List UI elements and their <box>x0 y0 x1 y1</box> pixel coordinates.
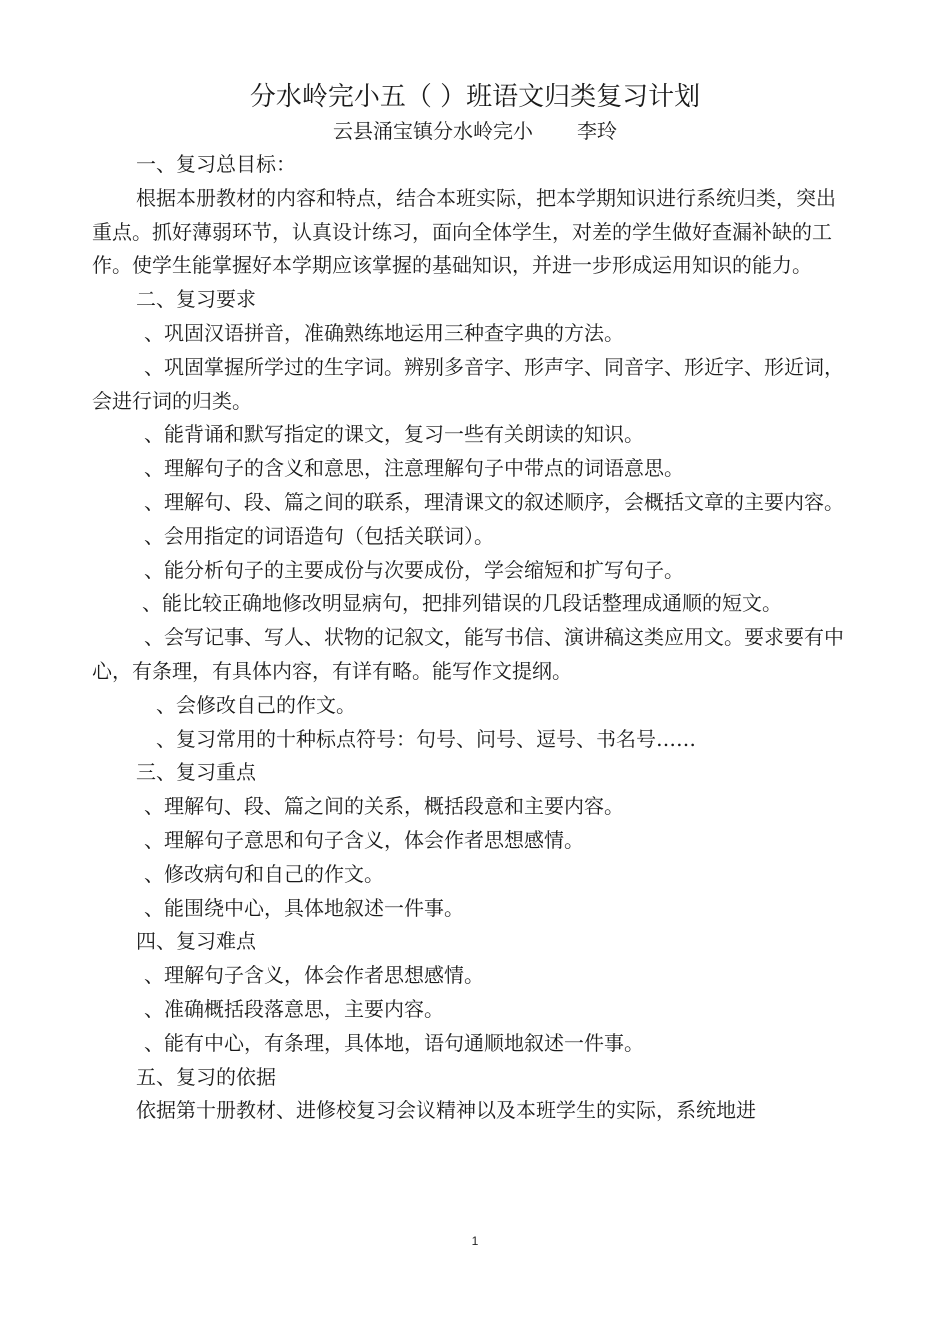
requirement-item: 、巩固汉语拼音，准确熟练地运用三种查字典的方法。 <box>144 320 624 345</box>
difficulty-item: 、准确概括段落意思，主要内容。 <box>144 996 444 1021</box>
difficulty-item: 、理解句子含义，体会作者思想感情。 <box>144 963 484 988</box>
requirement-item: 、理解句子的含义和意思，注意理解句子中带点的词语意思。 <box>144 456 684 481</box>
section-heading-requirements: 二、复习要求 <box>136 287 256 312</box>
author-name: 李玲 <box>577 119 617 143</box>
section-heading-key-points: 三、复习重点 <box>136 760 256 785</box>
requirement-item: 、会写记事、写人、状物的记叙文，能写书信、演讲稿这类应用文。要求要有中心，有条理，有具体内容，有详有略。能写作文提纲。 <box>92 625 844 683</box>
key-point-item: 、理解句子意思和句子含义，体会作者思想感情。 <box>144 827 584 852</box>
document-body <box>92 148 846 1128</box>
requirement-item: 、会用指定的词语造句（包括关联词）。 <box>144 523 494 548</box>
requirement-item: 、理解句、段、篇之间的联系，理清课文的叙述顺序，会概括文章的主要内容。 <box>144 489 844 514</box>
basis-paragraph: 依据第十册教材、进修校复习会议精神以及本班学生的实际，系统地进 <box>136 1098 756 1123</box>
section-heading-basis: 五、复习的依据 <box>136 1064 276 1089</box>
key-point-item: 、理解句、段、篇之间的关系，概括段意和主要内容。 <box>144 794 624 819</box>
requirement-item: 、巩固掌握所学过的生字词。辨别多音字、形声字、同音字、形近字、形近词，会进行词的归类。 <box>92 354 844 413</box>
requirement-item: 、能分析句子的主要成份与次要成份，学会缩短和扩写句子。 <box>144 557 684 582</box>
difficulty-item: 、能有中心，有条理，具体地，语句通顺地叙述一件事。 <box>144 1030 644 1055</box>
requirement-item: 、复习常用的十种标点符号：句号、问号、逗号、书名号…… <box>156 726 696 751</box>
section-heading-difficulties: 四、复习难点 <box>136 929 256 954</box>
goal-paragraph: 根据本册教材的内容和特点，结合本班实际，把本学期知识进行系统归类，突出重点。抓好薄弱环节，认真设计练习，面向全体学生，对差的学生做好查漏补缺的工作。使学生能掌握好本学期应该掌握的基础知识，并进一步形成运用知识的能力。 <box>92 185 836 278</box>
requirement-item: 、能背诵和默写指定的课文，复习一些有关朗读的知识。 <box>144 422 644 447</box>
page-number: 1 <box>471 1234 479 1248</box>
section-heading-goal: 一、复习总目标： <box>136 152 296 176</box>
requirement-item: 、能比较正确地修改明显病句，把排列错误的几段话整理成通顺的短文。 <box>142 591 782 616</box>
school-name: 云县涌宝镇分水岭完小 <box>333 119 533 143</box>
key-point-item: 、修改病句和自己的作文。 <box>144 861 384 886</box>
key-point-item: 、能围绕中心，具体地叙述一件事。 <box>144 895 464 920</box>
byline <box>0 118 950 144</box>
page-title: 分水岭完小五（ ）班语文归类复习计划 <box>249 82 701 112</box>
requirement-item: 、会修改自己的作文。 <box>156 692 356 717</box>
